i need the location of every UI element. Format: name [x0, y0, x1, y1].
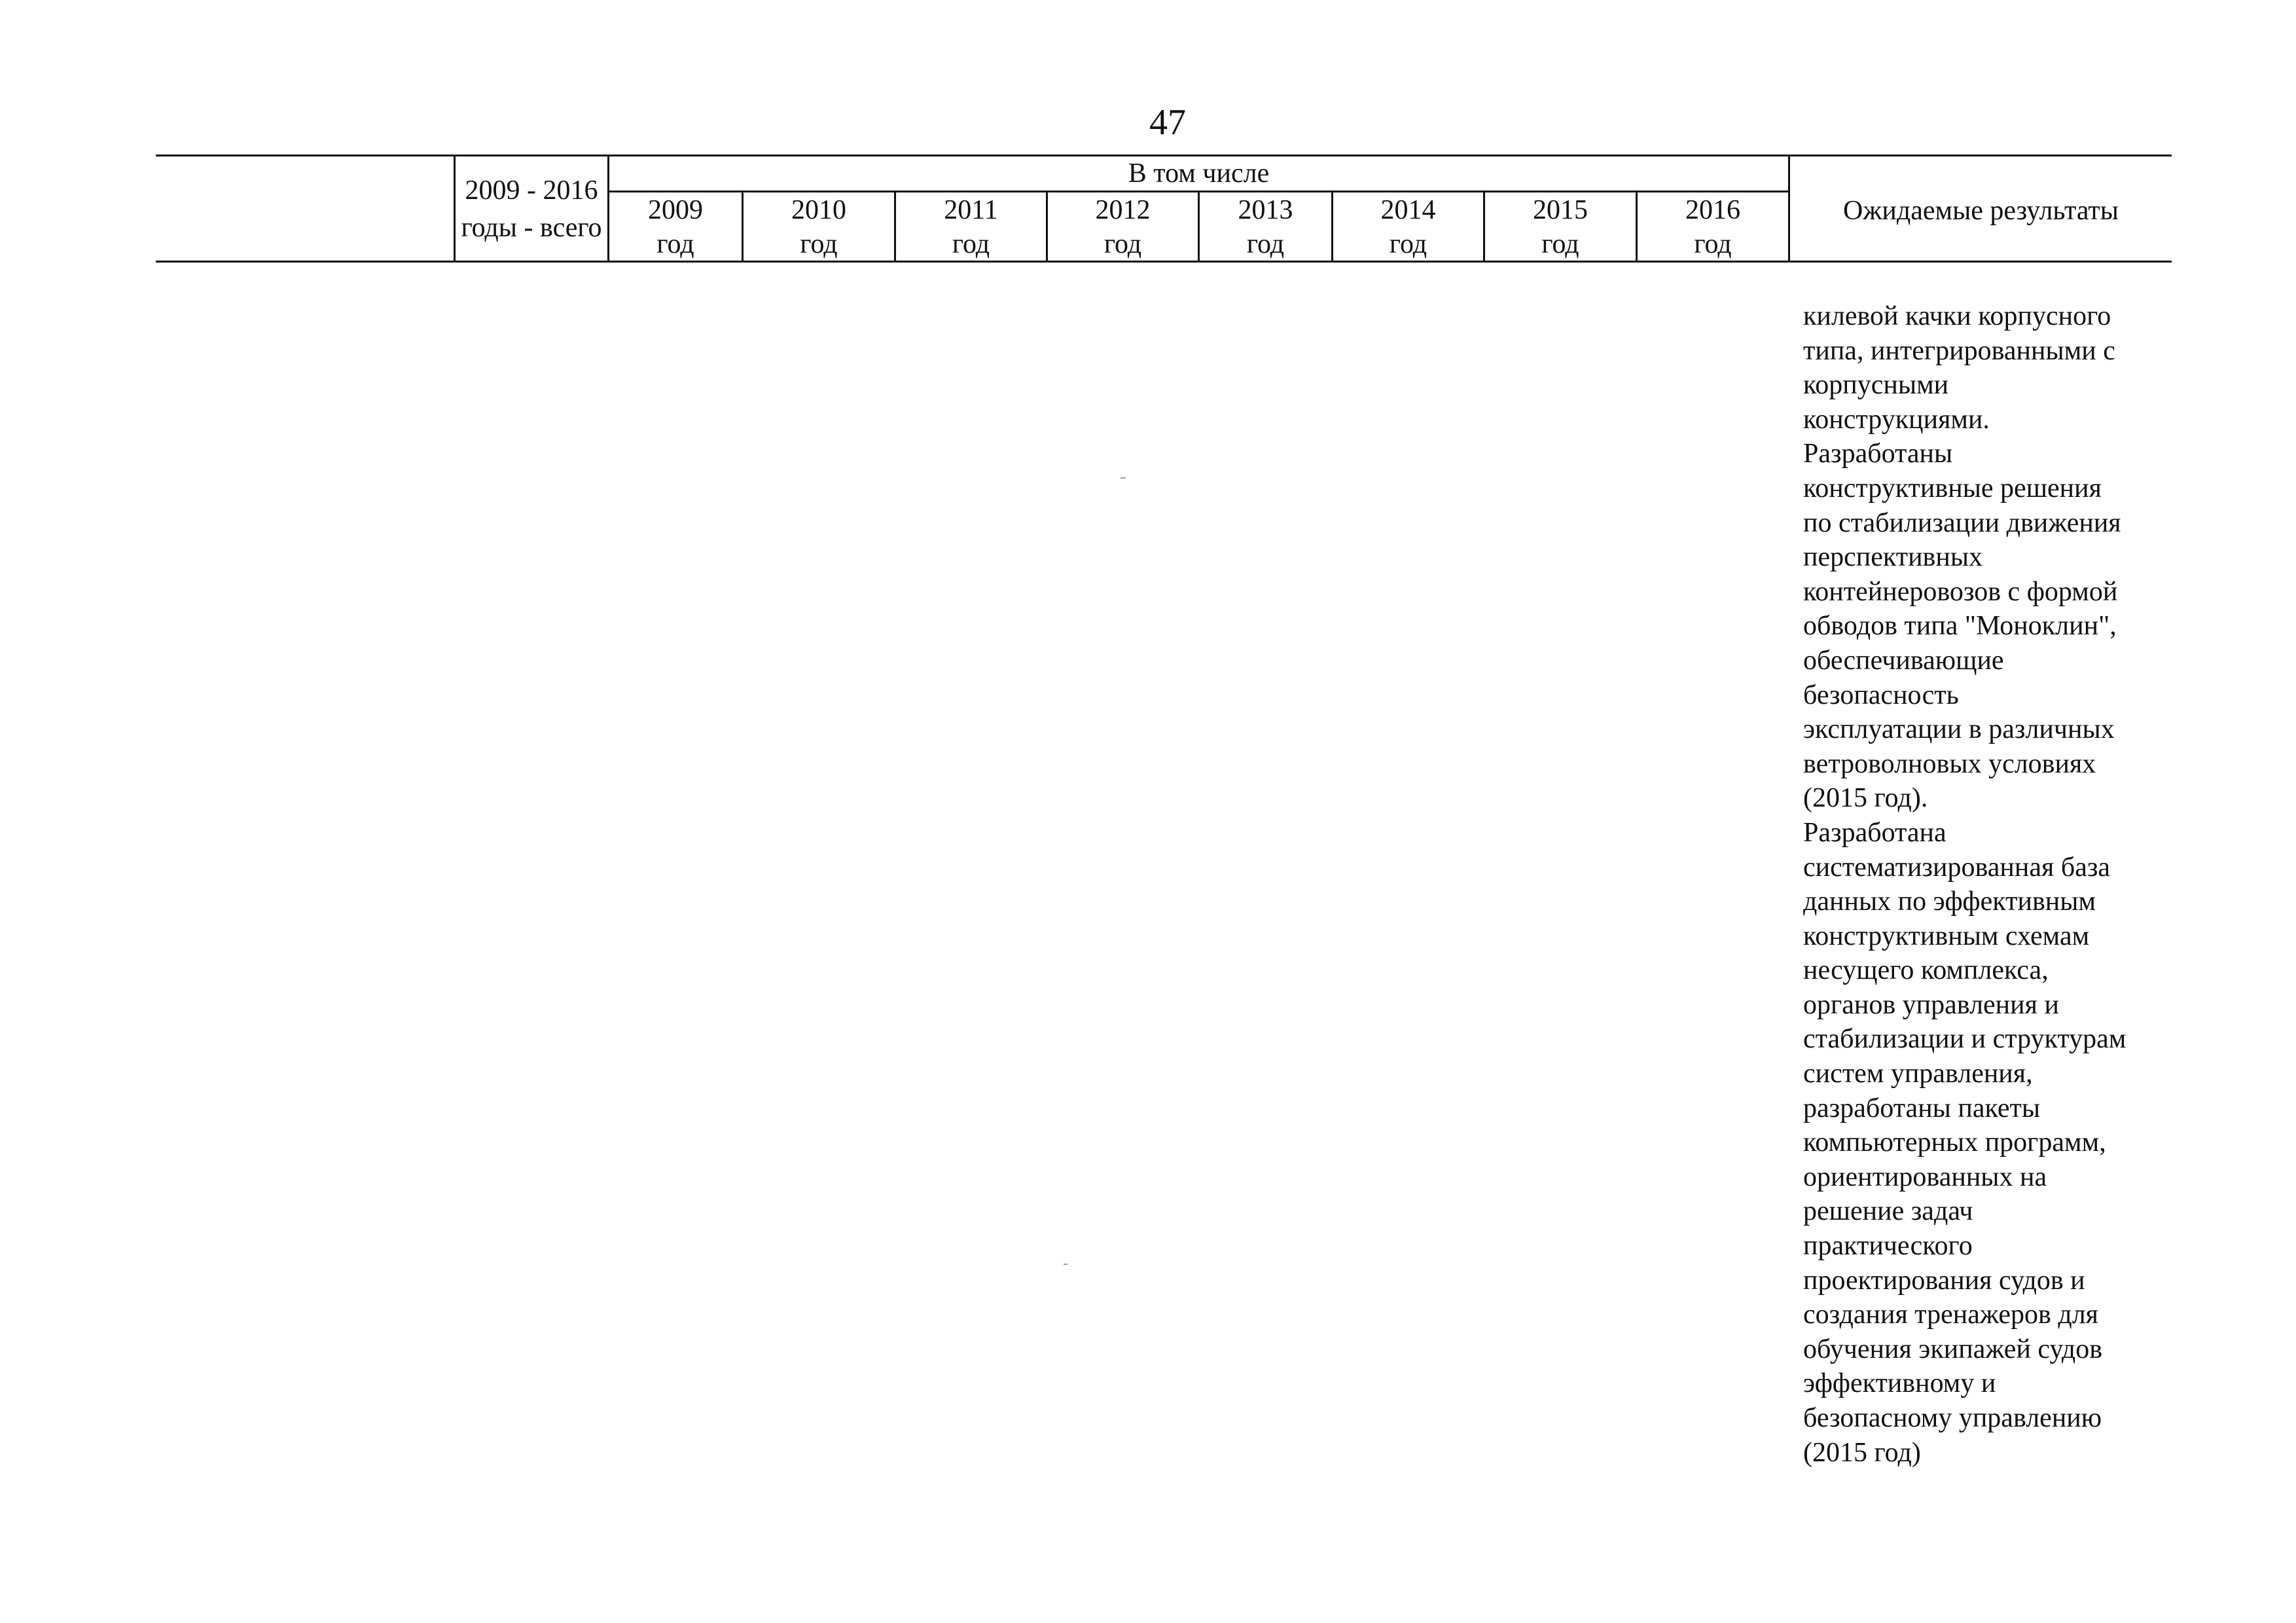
text-line: разработаны пакеты — [1803, 1093, 2041, 1123]
text-line: обеспечивающие — [1803, 645, 2004, 676]
expected-results-text — [1803, 299, 2170, 1470]
text-line: несущего комплекса, — [1803, 955, 2049, 986]
text-line: безопасность — [1803, 680, 1959, 710]
text-line: килевой качки корпусного — [1803, 301, 2111, 331]
results-column-header: Ожидаемые результаты — [1843, 196, 2119, 226]
text-line: конструкциями. — [1803, 404, 1990, 435]
text-line: практического — [1803, 1231, 1973, 1262]
text-line: конструктивные решения — [1803, 473, 2102, 503]
year-unit-label: год — [1541, 229, 1579, 259]
text-line: корпусными — [1803, 370, 1949, 401]
text-line: стабилизации и структурам — [1803, 1024, 2126, 1055]
year-label: 2016 — [1685, 195, 1740, 225]
text-line: эксплуатации в различных — [1803, 714, 2115, 745]
text-line: данных по эффективным — [1803, 886, 2096, 917]
text-line: систем управления, — [1803, 1059, 2033, 1089]
text-line: компьютерных программ, — [1803, 1127, 2106, 1158]
page-number: 47 — [1149, 102, 1186, 143]
text-line: проектирования судов и — [1803, 1265, 2085, 1296]
scan-speck — [1121, 477, 1126, 479]
text-line: конструктивным схемам — [1803, 921, 2090, 951]
year-label: 2015 — [1533, 195, 1588, 225]
year-label: 2013 — [1238, 195, 1293, 225]
text-line: типа, интегрированными с — [1803, 335, 2115, 366]
text-line: создания тренажеров для — [1803, 1300, 2098, 1330]
total-years-label-line2: годы - всего — [461, 213, 602, 243]
text-line: (2015 год). — [1803, 783, 1928, 814]
total-years-label-line1: 2009 - 2016 — [465, 175, 598, 206]
text-line: обучения экипажей судов — [1803, 1334, 2103, 1364]
year-unit-label: год — [800, 229, 838, 259]
text-line: органов управления и — [1803, 989, 2059, 1020]
text-line: эффективному и — [1803, 1368, 1996, 1399]
group-label: В том числе — [1128, 158, 1270, 189]
text-line: ориентированных на — [1803, 1161, 2047, 1192]
text-line: Разработаны — [1803, 439, 1953, 469]
year-unit-label: год — [1103, 229, 1142, 259]
year-unit-label: год — [656, 229, 694, 259]
text-line: обводов типа "Моноклин", — [1803, 611, 2117, 642]
text-line: решение задач — [1803, 1196, 1973, 1227]
text-line: ветроволновых условиях — [1803, 748, 2096, 779]
year-unit-label: год — [1246, 229, 1285, 259]
text-line: Разработана — [1803, 817, 1946, 848]
year-unit-label: год — [952, 229, 990, 259]
text-line: по стабилизации движения — [1803, 507, 2121, 538]
scan-speck — [1064, 1264, 1067, 1265]
text-line: контейнеровозов с формой — [1803, 576, 2118, 607]
year-label: 2010 — [791, 195, 846, 225]
total-column-left-rule — [454, 155, 456, 263]
year-unit-label: год — [1694, 229, 1732, 259]
year-label: 2012 — [1095, 195, 1151, 225]
text-line: перспективных — [1803, 542, 1983, 573]
year-label: 2014 — [1380, 195, 1436, 225]
text-line: систематизированная база — [1803, 852, 2111, 883]
year-unit-label: год — [1389, 229, 1427, 259]
text-line: безопасному управлению — [1803, 1403, 2102, 1433]
year-label: 2009 — [648, 195, 703, 225]
year-label: 2011 — [944, 195, 998, 225]
text-line: (2015 год) — [1803, 1437, 1921, 1468]
